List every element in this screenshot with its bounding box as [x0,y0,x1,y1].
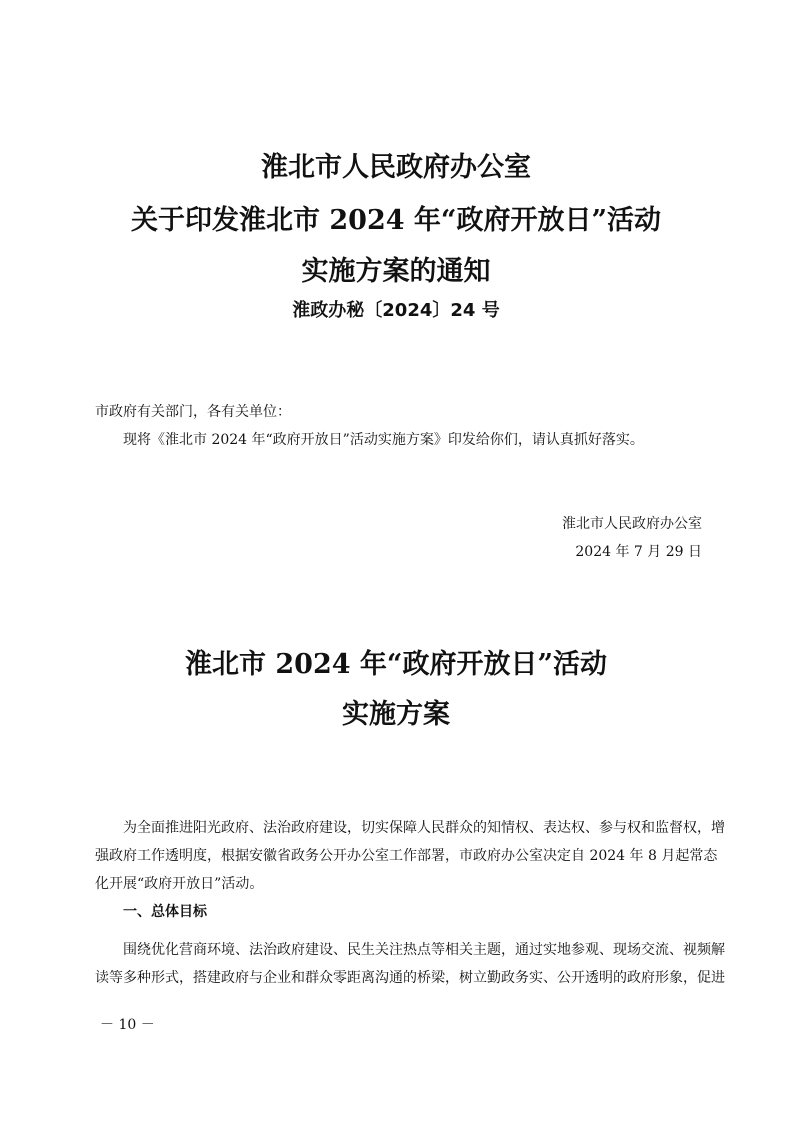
notice-body: 现将《淮北市 2024 年“政府开放日”活动实施方案》印发给你们，请认真抓好落实。 [123,432,644,448]
notice-title-line-3: 实施方案的通知 [301,256,491,287]
intro-line-3: 化开展“政府开放日”活动。 [95,876,264,892]
document-number: 淮政办秘〔2024〕24 号 [292,300,500,321]
goal-line-2: 读等多种形式，搭建政府与企业和群众零距离沟通的桥梁，树立勤政务实、公开透明的政府形象，促进 [95,970,725,986]
section-heading: 一、总体目标 [123,904,207,920]
plan-title-line-1: 淮北市 2024 年“政府开放日”活动 [184,649,607,680]
notice-title-line-1: 淮北市人民政府办公室 [261,152,531,183]
issue-date: 2024 年 7 月 29 日 [575,544,702,560]
issuing-office: 淮北市人民政府办公室 [562,516,702,532]
salutation: 市政府有关部门，各有关单位： [95,404,291,420]
goal-paragraph [95,936,725,992]
intro-line-2: 强政府工作透明度，根据安徽省政务公开办公室工作部署，市政府办公室决定自 2024 年 8 月起常态 [95,848,718,864]
goal-line-1: 围绕优化营商环境、法治政府建设、民生关注热点等相关主题，通过实地参观、现场交流、视频解 [123,942,725,958]
intro-line-1: 为全面推进阳光政府、法治政府建设，切实保障人民群众的知情权、表达权、参与权和监督权，增 [123,820,725,836]
intro-paragraph [95,814,725,898]
notice-title-line-2: 关于印发淮北市 2024 年“政府开放日”活动 [130,205,661,236]
page-number: － 10 － [100,1017,155,1033]
plan-title-line-2: 实施方案 [342,699,450,730]
